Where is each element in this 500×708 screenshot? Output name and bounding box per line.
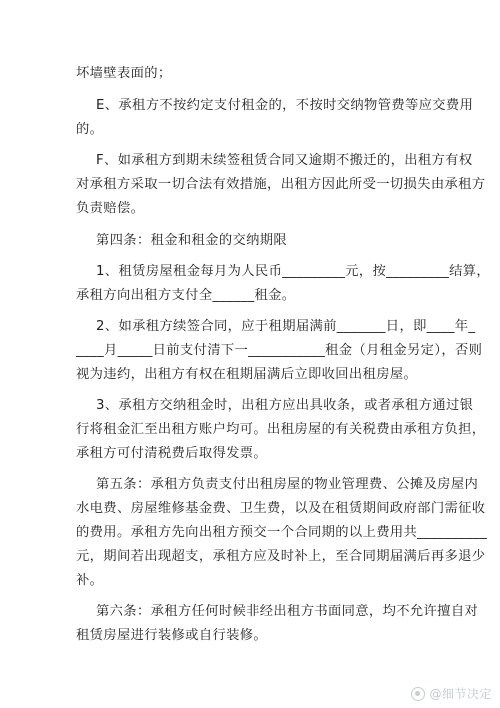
text-line: 水电费、房屋维修基金费、卫生费，以及在租赁期间政府部门需征收 xyxy=(76,501,486,516)
text-line: 负责赔偿。 xyxy=(76,201,145,216)
text-line: 行将租金汇至出租方账户均可。出租房屋的有关税费由承租方负担， xyxy=(76,422,486,437)
section-heading: 第四条：租金和租金的交纳期限 xyxy=(96,233,288,248)
text-line: 2、如承租方续签合同，应于租期届满前_______日，即____年_ xyxy=(96,319,476,334)
text-line: 视为违约，出租方有权在租期届满后立即收回出租房屋。 xyxy=(76,367,418,382)
text-line: 3、承租方交纳租金时，出租方应出具收条，或者承租方通过银 xyxy=(96,398,474,413)
watermark-logo-icon xyxy=(411,687,425,701)
text-line: 对承租方采取一切合法有效措施，出租方因此所受一切损失由承租方 xyxy=(76,177,486,192)
text-line: 承租方可付清税费后取得发票。 xyxy=(76,446,268,461)
text-line: 的费用。承租方先向出租方预交一个合同期的以上费用共__________ xyxy=(76,525,488,540)
watermark-text: @细节决定 xyxy=(429,687,492,701)
text-line: 补。 xyxy=(76,573,104,588)
text-line: 租赁房屋进行装修或自行装修。 xyxy=(76,628,268,643)
text-line: 第六条：承租方任何时候非经出租方书面同意，均不允许擅自对 xyxy=(96,604,479,619)
watermark xyxy=(411,685,492,702)
text-line: E、承租方不按约定支付租金的，不按时交纳物管费等应交费用 xyxy=(96,98,474,113)
text-line: 的。 xyxy=(76,122,104,137)
text-line: 元，期间若出现超支，承租方应及时补上，至合同期届满后再多退少 xyxy=(76,549,486,564)
text-line: F、如承租方到期未续签租赁合同又逾期不搬迁的，出租方有权 xyxy=(96,153,473,168)
text-line: 第五条：承租方负责支付出租房屋的物业管理费、公摊及房屋内 xyxy=(96,477,479,492)
text-line: 坏墙壁表面的； xyxy=(76,66,172,81)
text-line: 承租方向出租方支付全______租金。 xyxy=(76,288,296,303)
text-line: ____月_____日前支付清下一___________租金（月租金另定），否则 xyxy=(76,343,483,358)
text-line: 1、租赁房屋租金每月为人民币_________元，按_________结算， xyxy=(96,264,491,279)
